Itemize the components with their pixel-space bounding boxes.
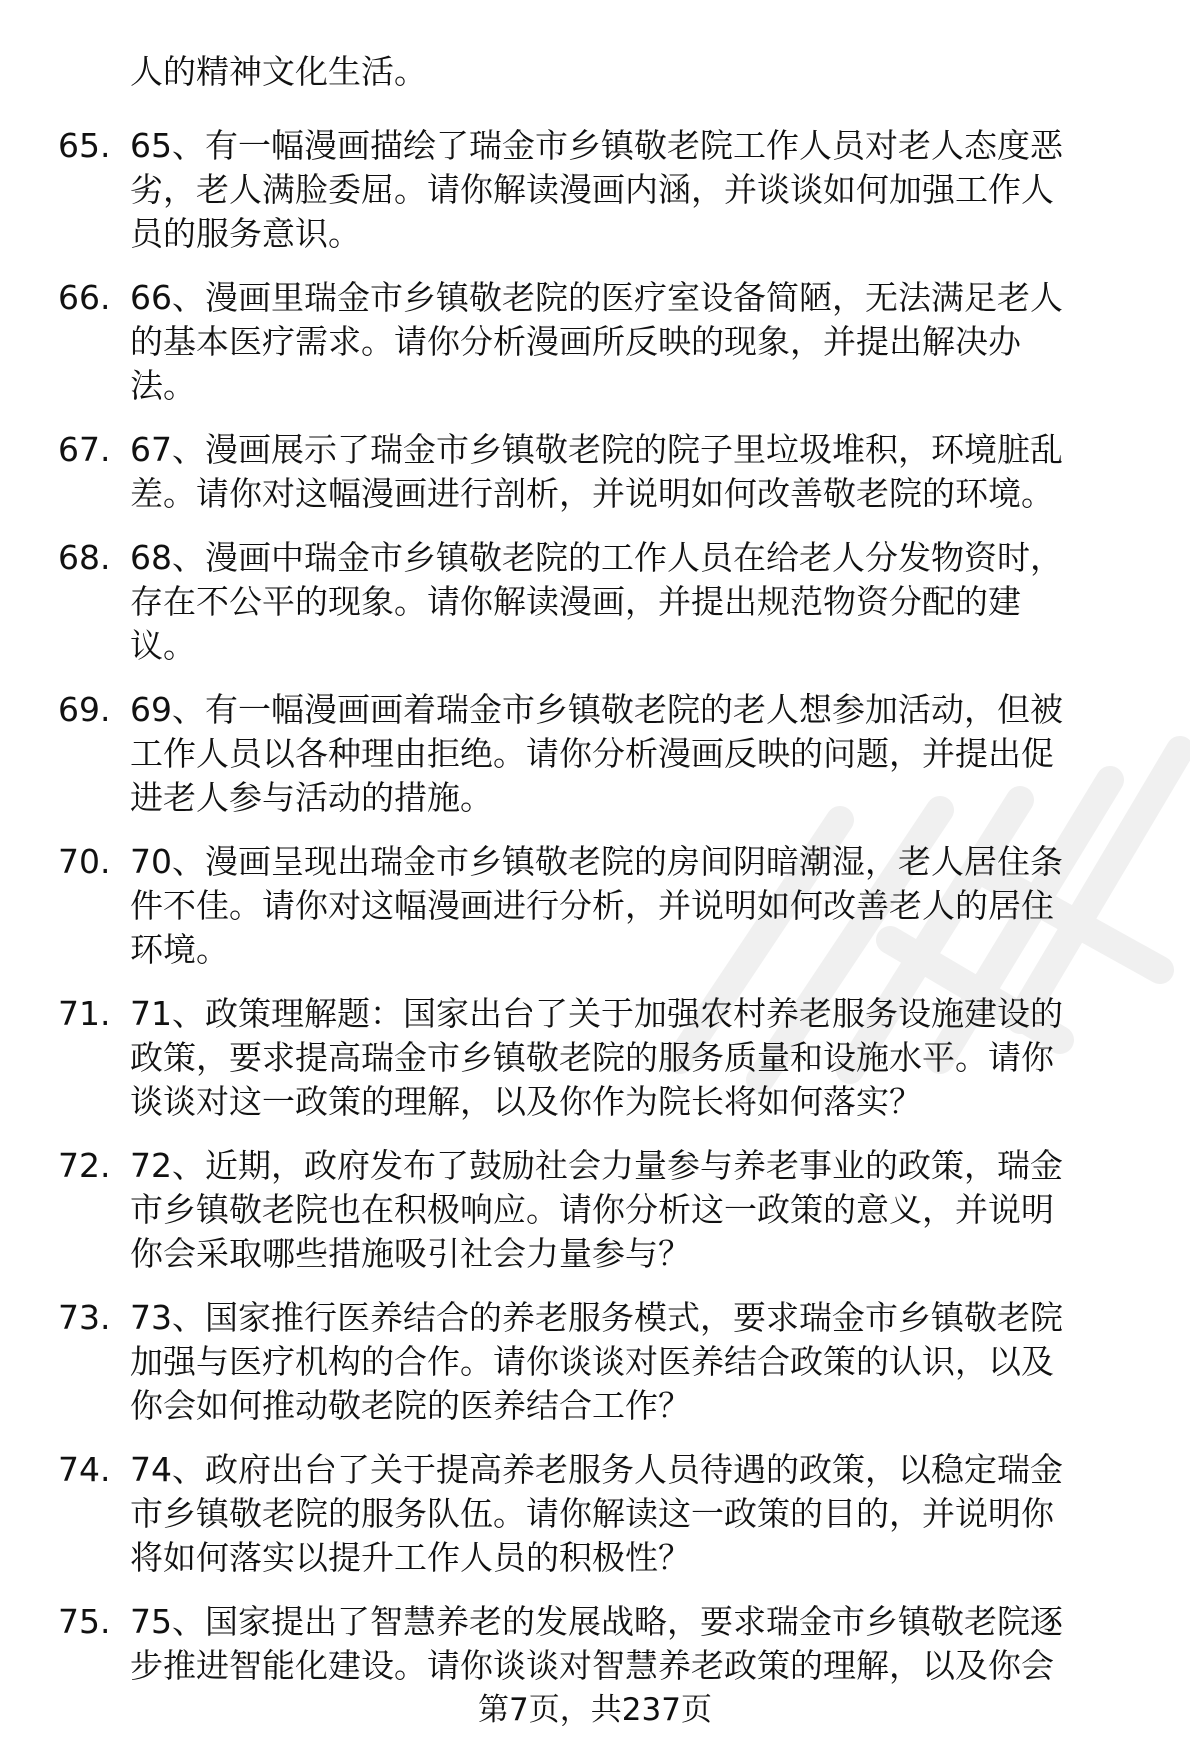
item-number: 72.: [58, 1146, 111, 1185]
text-line: 加强与医疗机构的合作。请你谈谈对医养结合政策的认识，以及: [130, 1342, 1054, 1381]
item-text: [130, 428, 1160, 516]
text-line: 差。请你对这幅漫画进行剖析，并说明如何改善敬老院的环境。: [130, 474, 1054, 513]
text-line: 劣，老人满脸委屈。请你解读漫画内涵，并谈谈如何加强工作人: [130, 170, 1054, 209]
text-line: 73、国家推行医养结合的养老服务模式，要求瑞金市乡镇敬老院: [130, 1298, 1063, 1337]
text-line: 环境。: [130, 930, 229, 969]
item-number: 74.: [58, 1450, 111, 1489]
item-number: 69.: [58, 690, 111, 729]
item-text: [130, 536, 1160, 668]
item-text: [130, 992, 1160, 1124]
item-text: [130, 688, 1160, 820]
item-text: [130, 1448, 1160, 1580]
item-number: 65.: [58, 126, 111, 165]
list-item: [0, 1144, 1190, 1276]
text-line: 市乡镇敬老院的服务队伍。请你解读这一政策的目的，并说明你: [130, 1494, 1054, 1533]
item-text: [130, 276, 1160, 408]
list-item: [0, 536, 1190, 668]
text-line: 议。: [130, 626, 196, 665]
list-item: [0, 840, 1190, 972]
text-line: 75、国家提出了智慧养老的发展战略，要求瑞金市乡镇敬老院逐: [130, 1602, 1063, 1641]
list-item: [0, 992, 1190, 1124]
item-text: [130, 1600, 1160, 1688]
text-line: 件不佳。请你对这幅漫画进行分析，并说明如何改善老人的居住: [130, 886, 1054, 925]
text-line: 将如何落实以提升工作人员的积极性？: [130, 1538, 691, 1577]
text-line: 74、政府出台了关于提高养老服务人员待遇的政策，以稳定瑞金: [130, 1450, 1063, 1489]
item-text: [130, 1296, 1160, 1428]
item-number: 75.: [58, 1602, 111, 1641]
item-number: 67.: [58, 430, 111, 469]
text-line: 政策，要求提高瑞金市乡镇敬老院的服务质量和设施水平。请你: [130, 1038, 1054, 1077]
text-line: 市乡镇敬老院也在积极响应。请你分析这一政策的意义，并说明: [130, 1190, 1054, 1229]
text-line: 68、漫画中瑞金市乡镇敬老院的工作人员在给老人分发物资时，: [130, 538, 1063, 577]
item-text: [130, 124, 1160, 256]
item-number: 70.: [58, 842, 111, 881]
list-item: [0, 1448, 1190, 1580]
text-line: 你会采取哪些措施吸引社会力量参与？: [130, 1234, 691, 1273]
item-number: 73.: [58, 1298, 111, 1337]
text-line: 67、漫画展示了瑞金市乡镇敬老院的院子里垃圾堆积，环境脏乱: [130, 430, 1063, 469]
item-text: [130, 1144, 1160, 1276]
text-line: 员的服务意识。: [130, 214, 361, 253]
text-line: 66、漫画里瑞金市乡镇敬老院的医疗室设备简陋，无法满足老人: [130, 278, 1063, 317]
question-list: [0, 124, 1190, 1708]
item-number: 66.: [58, 278, 111, 317]
text-line: 进老人参与活动的措施。: [130, 778, 493, 817]
page-footer: 第7页，共237页: [478, 1692, 712, 1728]
item-number: 68.: [58, 538, 111, 577]
text-line: 法。: [130, 366, 196, 405]
text-line: 存在不公平的现象。请你解读漫画，并提出规范物资分配的建: [130, 582, 1021, 621]
item-number: 71.: [58, 994, 111, 1033]
list-item: [0, 276, 1190, 408]
text-line: 71、政策理解题：国家出台了关于加强农村养老服务设施建设的: [130, 994, 1063, 1033]
text-line: 工作人员以各种理由拒绝。请你分析漫画反映的问题，并提出促: [130, 734, 1054, 773]
text-line: 你会如何推动敬老院的医养结合工作？: [130, 1386, 691, 1425]
list-item: [0, 124, 1190, 256]
list-item: [0, 688, 1190, 820]
list-item: [0, 1296, 1190, 1428]
item-text: [130, 840, 1160, 972]
text-line: 70、漫画呈现出瑞金市乡镇敬老院的房间阴暗潮湿，老人居住条: [130, 842, 1063, 881]
list-item: [0, 428, 1190, 516]
continuation-text: 人的精神文化生活。: [130, 52, 427, 91]
text-line: 69、有一幅漫画画着瑞金市乡镇敬老院的老人想参加活动，但被: [130, 690, 1063, 729]
list-item: [0, 1600, 1190, 1688]
text-line: 步推进智能化建设。请你谈谈对智慧养老政策的理解，以及你会: [130, 1646, 1054, 1685]
text-line: 谈谈对这一政策的理解，以及你作为院长将如何落实？: [130, 1082, 922, 1121]
text-line: 65、有一幅漫画描绘了瑞金市乡镇敬老院工作人员对老人态度恶: [130, 126, 1063, 165]
text-line: 72、近期，政府发布了鼓励社会力量参与养老事业的政策，瑞金: [130, 1146, 1063, 1185]
text-line: 的基本医疗需求。请你分析漫画所反映的现象，并提出解决办: [130, 322, 1021, 361]
